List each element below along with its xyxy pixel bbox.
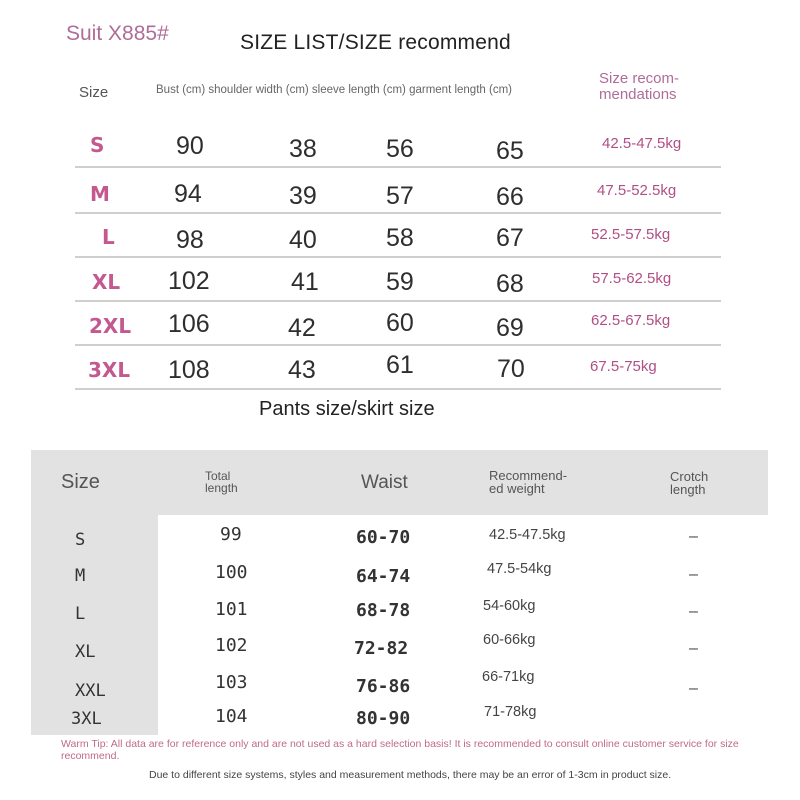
pants-row-crotch: –: [689, 640, 698, 657]
pants-row-weight: 71-78kg: [484, 704, 537, 720]
row-size: 2XL: [89, 314, 132, 338]
pants-table-row: [31, 597, 768, 633]
row-shoulder: 38: [289, 135, 317, 163]
pants-row-size: S: [75, 530, 86, 550]
top-size-header: Size: [79, 84, 109, 101]
pants-row-length: 101: [215, 599, 248, 620]
pants-row-length: 99: [220, 524, 242, 545]
row-sleeve: 60: [386, 309, 414, 337]
page-title: SIZE LIST/SIZE recommend: [240, 31, 511, 54]
row-size: 3XL: [88, 358, 131, 382]
rec-header-line2: mendations: [599, 86, 677, 103]
pants-row-size: L: [75, 604, 86, 624]
pants-total-length-header: [205, 470, 238, 494]
row-bust: 98: [176, 226, 204, 254]
crotch-header-line1: Crotch: [670, 469, 709, 484]
row-length: 68: [496, 270, 524, 298]
row-bust: 90: [176, 132, 204, 160]
row-shoulder: 43: [288, 356, 316, 384]
pants-row-crotch: –: [689, 528, 698, 545]
total-header-line2: length: [205, 481, 238, 495]
row-bust: 94: [174, 180, 202, 208]
top-table-row: [75, 258, 721, 302]
row-size: XL: [92, 270, 121, 294]
pants-row-crotch: –: [689, 603, 698, 620]
row-length: 67: [496, 224, 524, 252]
pants-size-header: Size: [61, 471, 100, 493]
pants-row-waist: 76-86: [356, 676, 411, 697]
row-recommendation: 52.5-57.5kg: [591, 226, 671, 243]
pants-table-row: [31, 560, 768, 596]
row-shoulder: 40: [289, 226, 317, 254]
row-recommendation: 67.5-75kg: [590, 358, 657, 375]
pants-row-weight: 42.5-47.5kg: [489, 527, 566, 543]
error-note: Due to different size systems, styles and measurement methods, there may be an error of 1-3cm in product size.: [149, 769, 672, 781]
row-sleeve: 61: [386, 351, 414, 379]
pants-row-weight: 60-66kg: [483, 632, 536, 648]
top-table-row: [75, 124, 721, 168]
pants-row-length: 103: [215, 672, 248, 693]
pants-table-row: [31, 522, 768, 558]
pants-weight-header: [489, 469, 567, 495]
row-shoulder: 42: [288, 314, 316, 342]
total-header-line1: Total: [205, 469, 231, 483]
row-divider: [75, 166, 721, 168]
pants-row-size: XL: [75, 642, 96, 662]
top-table-row: [75, 170, 721, 214]
top-table-row: [75, 302, 721, 346]
pants-row-length: 104: [215, 706, 248, 727]
weight-header-line1: Recommend-: [489, 468, 568, 483]
row-sleeve: 58: [386, 224, 414, 252]
pants-section-title: Pants size/skirt size: [259, 398, 435, 420]
top-table-row: [75, 214, 721, 258]
row-sleeve: 56: [386, 135, 414, 163]
pants-row-crotch: –: [689, 566, 698, 583]
pants-row-weight: 54-60kg: [483, 598, 536, 614]
pants-row-weight: 47.5-54kg: [487, 561, 552, 577]
pants-row-waist: 72-82: [354, 638, 409, 659]
weight-header-line2: ed weight: [489, 481, 545, 496]
pants-crotch-header: [670, 470, 708, 496]
row-bust: 108: [168, 356, 210, 384]
row-bust: 102: [168, 267, 210, 295]
pants-row-size: M: [75, 566, 86, 586]
crotch-header-line2: length: [670, 482, 706, 497]
warm-tip: Warm Tip: All data are for reference only and are not used as a hard selection basis! It is recommended to consult online customer service for size recommend.: [61, 738, 739, 762]
row-recommendation: 42.5-47.5kg: [602, 135, 682, 152]
pants-table-row: [31, 671, 768, 707]
row-shoulder: 39: [289, 182, 317, 210]
rec-header-line1: Size recom-: [599, 70, 680, 87]
pants-row-waist: 80-90: [356, 708, 411, 729]
pants-row-waist: 60-70: [356, 527, 411, 548]
pants-row-weight: 66-71kg: [482, 669, 535, 685]
row-bust: 106: [168, 310, 210, 338]
row-length: 65: [496, 137, 524, 165]
top-measurement-header: Bust (cm) shoulder width (cm) sleeve length (cm) garment length (cm): [156, 84, 512, 96]
row-shoulder: 41: [291, 268, 319, 296]
row-length: 69: [496, 314, 524, 342]
top-table-row: [75, 346, 721, 390]
pants-waist-header: Waist: [361, 472, 408, 493]
row-length: 66: [496, 183, 524, 211]
row-sleeve: 59: [386, 268, 414, 296]
pants-table-row: [31, 634, 768, 670]
row-divider: [75, 388, 721, 390]
pants-row-size: XXL: [75, 681, 106, 701]
pants-row-crotch: –: [689, 680, 698, 697]
row-recommendation: 47.5-52.5kg: [597, 182, 677, 199]
suit-code: Suit X885#: [66, 22, 169, 45]
pants-row-length: 102: [215, 635, 248, 656]
row-length: 70: [497, 355, 525, 383]
row-recommendation: 57.5-62.5kg: [592, 270, 672, 287]
row-recommendation: 62.5-67.5kg: [591, 312, 671, 329]
pants-row-size: 3XL: [71, 709, 102, 729]
pants-row-waist: 68-78: [356, 600, 411, 621]
pants-row-waist: 64-74: [356, 566, 411, 587]
row-size: L: [102, 225, 115, 249]
row-size: S: [90, 133, 105, 157]
pants-row-length: 100: [215, 562, 248, 583]
pants-table-row: [31, 706, 768, 742]
row-sleeve: 57: [386, 182, 414, 210]
top-recommendation-header: [599, 71, 719, 103]
row-size: M: [90, 182, 110, 206]
